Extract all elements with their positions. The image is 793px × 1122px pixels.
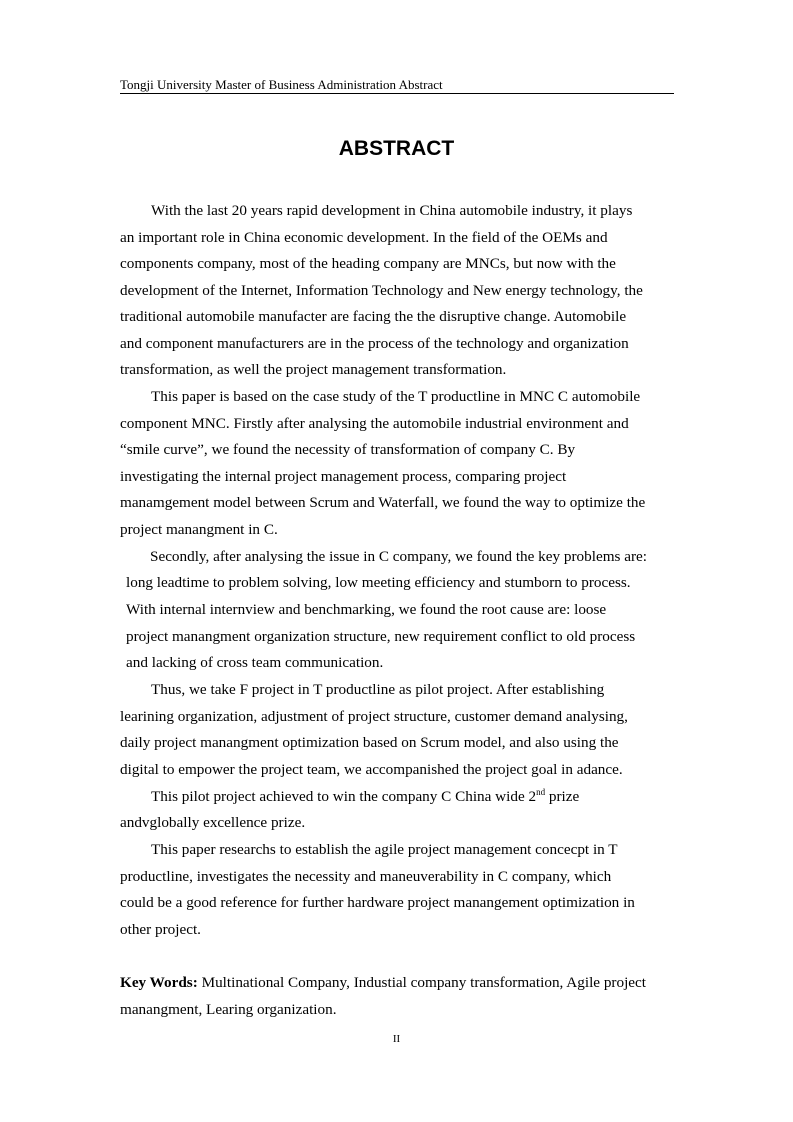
body-text: prize: [545, 788, 580, 805]
ordinal-superscript: nd: [536, 786, 546, 797]
keywords-label: Key Words:: [120, 974, 198, 991]
body-line: long leadtime to problem solving, low meeting efficiency and stumborn to process.: [126, 574, 631, 591]
page-number: II: [392, 1033, 401, 1045]
page-title: ABSTRACT: [338, 137, 455, 160]
body-line: component MNC. Firstly after analysing the automobile industrial environment and: [120, 415, 629, 432]
body-line: Secondly, after analysing the issue in C company, we found the key problems are:: [150, 548, 647, 565]
body-line: “smile curve”, we found the necessity of transformation of company C. By: [120, 441, 576, 458]
body-line: and component manufacturers are in the process of the technology and organization: [120, 335, 629, 352]
body-line: manamgement model between Scrum and Waterfall, we found the way to optimize the: [120, 494, 646, 511]
body-line: development of the Internet, Information Technology and New energy technology, the: [120, 282, 643, 299]
keywords-line: [120, 974, 646, 992]
running-header: Tongji University Master of Business Administration Abstract: [120, 77, 674, 94]
body-line: digital to empower the project team, we accompanished the project goal in adance.: [120, 761, 623, 778]
body-line: investigating the internal project management process, comparing project: [120, 468, 567, 485]
body-line: daily project manangment optimization based on Scrum model, and also using the: [120, 734, 619, 751]
keywords-line: manangment, Learing organization.: [120, 1001, 337, 1018]
body-line: could be a good reference for further hardware project manangement optimization in: [120, 894, 635, 911]
body-line: an important role in China economic development. In the field of the OEMs and: [120, 229, 608, 246]
body-line: project manangment in C.: [120, 521, 278, 538]
body-line: With the last 20 years rapid development in China automobile industry, it plays: [151, 202, 633, 219]
body-line: other project.: [120, 921, 201, 938]
body-line: This paper researchs to establish the agile project management concecpt in T: [151, 841, 618, 858]
body-line: project manangment organization structure, new requirement conflict to old process: [126, 628, 636, 645]
body-line: Thus, we take F project in T productline as pilot project. After establishing: [151, 681, 605, 698]
body-text: This pilot project achieved to win the company C China wide 2: [151, 788, 537, 805]
keywords-text: Multinational Company, Industial company transformation, Agile project: [197, 974, 647, 991]
body-line: [151, 788, 579, 806]
body-line: productline, investigates the necessity and maneuverability in C company, which: [120, 868, 612, 885]
body-line: This paper is based on the case study of the T productline in MNC C automobile: [151, 388, 641, 405]
body-line: With internal internview and benchmarking, we found the root cause are: loose: [126, 601, 607, 618]
body-line: components company, most of the heading company are MNCs, but now with the: [120, 255, 616, 272]
body-line: learining organization, adjustment of project structure, customer demand analysing,: [120, 708, 628, 725]
body-line: and lacking of cross team communication.: [126, 654, 384, 671]
body-line: transformation, as well the project management transformation.: [120, 361, 507, 378]
body-line: andvglobally excellence prize.: [120, 814, 306, 831]
body-line: traditional automobile manufacter are facing the the disruptive change. Automobile: [120, 308, 627, 325]
